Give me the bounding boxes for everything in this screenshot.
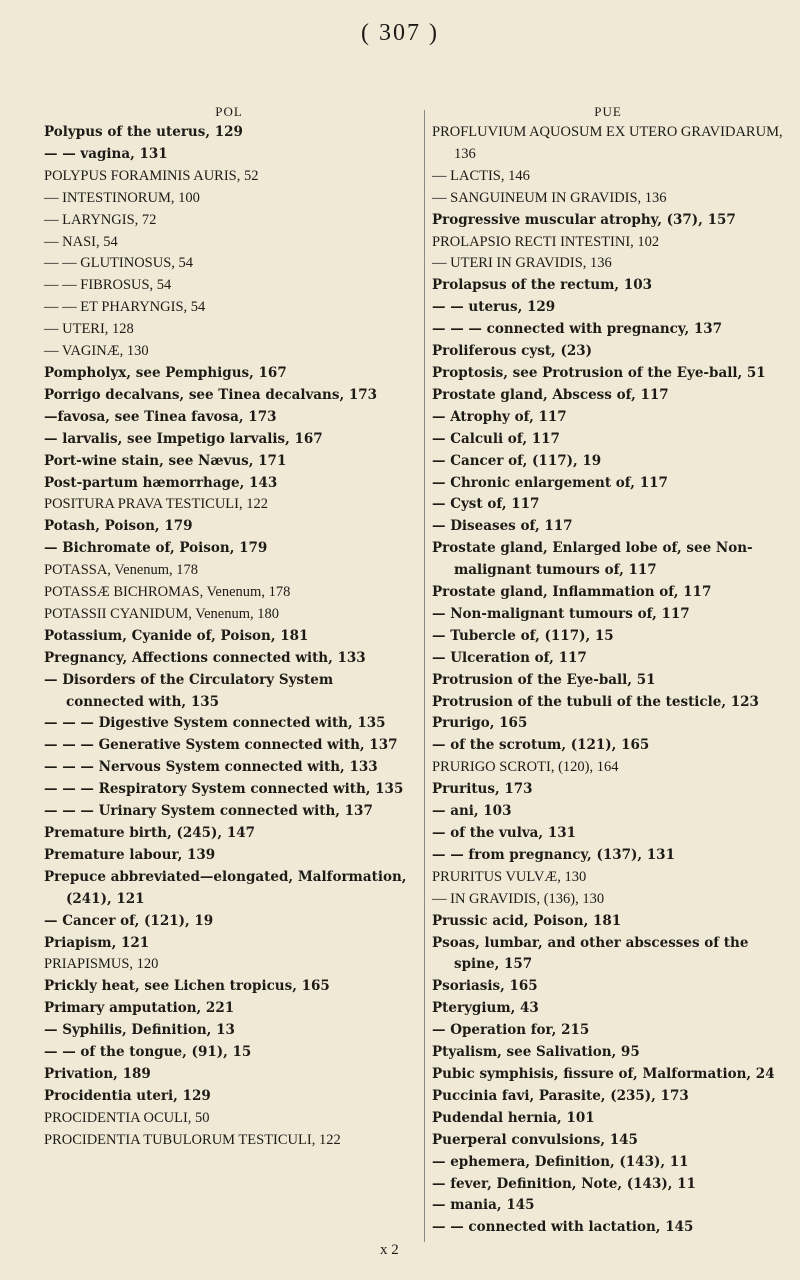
- index-entry: — larvalis, see Impetigo larvalis, 167: [44, 430, 323, 447]
- index-entry: Premature birth, (245), 147: [44, 825, 256, 841]
- index-entry: POSITURA PRAVA TESTICULI, 122: [44, 496, 268, 513]
- index-entry: — ani, 103: [432, 803, 512, 820]
- index-entry: — Atrophy of, 117: [432, 408, 567, 425]
- index-entry: Pudendal hernia, 101: [432, 1109, 595, 1126]
- index-entry: Potassium, Cyanide of, Poison, 181: [44, 627, 309, 644]
- index-entry: — Bichromate of, Poison, 179: [44, 540, 268, 557]
- index-entry: PROFLUVIUM AQUOSUM EX UTERO GRAVIDARUM, 136: [432, 124, 783, 162]
- index-entry: — Cyst of, 117: [432, 496, 540, 513]
- index-entry: — — from pregnancy, (137), 131: [432, 846, 675, 863]
- index-entry: Ptyalism, see Salivation, 95: [432, 1044, 640, 1061]
- index-entry: Protrusion of the tubuli of the testicle, 123: [432, 693, 759, 710]
- index-entry: Potash, Poison, 179: [44, 518, 193, 535]
- index-entry: — — — Generative System connected with, 137: [44, 737, 398, 754]
- index-entry: — — of the tongue, (91), 15: [44, 1044, 252, 1061]
- index-entry: — SANGUINEUM IN GRAVIDIS, 136: [432, 189, 667, 206]
- index-entry: Pubic symphisis, fissure of, Malformation, 24: [432, 1065, 775, 1082]
- index-entry: — Syphilis, Definition, 13: [44, 1022, 235, 1039]
- index-entry: — Non-malignant tumours of, 117: [432, 605, 690, 622]
- index-entry: Post-partum hæmorrhage, 143: [44, 474, 278, 491]
- index-entry: Pruritus, 173: [432, 781, 533, 798]
- index-entry: —favosa, see Tinea favosa, 173: [44, 408, 277, 425]
- index-entry: — UTERI, 128: [44, 321, 134, 338]
- index-entry: PROLAPSIO RECTI INTESTINI, 102: [432, 233, 660, 250]
- index-entry: Prurigo, 165: [432, 715, 528, 732]
- index-entry: Polypus of the uterus, 129: [44, 124, 243, 140]
- index-entry: Pompholyx, see Pemphigus, 167: [44, 364, 287, 381]
- index-entry: — of the scrotum, (121), 165: [432, 737, 650, 754]
- index-entry: PROCIDENTIA OCULI, 50: [44, 1109, 210, 1126]
- left-column: [44, 104, 414, 1152]
- right-column: [432, 104, 784, 1239]
- index-entry: — — ET PHARYNGIS, 54: [44, 299, 206, 316]
- index-entry: — — — Urinary System connected with, 137: [44, 803, 373, 820]
- left-entry-list: [44, 122, 414, 1152]
- index-entry: Puccinia favi, Parasite, (235), 173: [432, 1087, 689, 1104]
- index-entry: Prostate gland, Abscess of, 117: [432, 386, 669, 403]
- index-entry: Privation, 189: [44, 1065, 151, 1082]
- column-divider: [424, 110, 425, 1242]
- index-entry: POTASSA, Venenum, 178: [44, 562, 199, 579]
- index-entry: — Disorders of the Circulatory System connected with, 135: [44, 671, 334, 710]
- index-entry: Prolapsus of the rectum, 103: [432, 277, 652, 294]
- index-entry: Procidentia uteri, 129: [44, 1087, 211, 1104]
- index-entry: PRURIGO SCROTI, (120), 164: [432, 759, 619, 776]
- index-entry: — of the vulva, 131: [432, 825, 577, 841]
- index-entry: Porrigo decalvans, see Tinea decalvans, 173: [44, 386, 378, 403]
- index-entry: Pregnancy, Affections connected with, 133: [44, 649, 366, 666]
- index-entry: Priapism, 121: [44, 934, 150, 951]
- index-entry: Psoriasis, 165: [432, 978, 538, 995]
- index-entry: Port-wine stain, see Nævus, 171: [44, 452, 287, 469]
- index-entry: POTASSII CYANIDUM, Venenum, 180: [44, 605, 280, 622]
- index-entry: Primary amputation, 221: [44, 1000, 235, 1017]
- index-entry: — Chronic enlargement of, 117: [432, 474, 668, 491]
- index-entry: — Cancer of, (117), 19: [432, 452, 602, 469]
- right-column-heading: PUE: [594, 104, 622, 119]
- index-entry: — LARYNGIS, 72: [44, 211, 157, 228]
- index-entry: Psoas, lumbar, and other abscesses of the spine, 157: [432, 934, 749, 973]
- index-entry: — — — connected with pregnancy, 137: [432, 321, 723, 338]
- index-entry: — — — Nervous System connected with, 133: [44, 759, 378, 776]
- index-entry: Proptosis, see Protrusion of the Eye-ball, 51: [432, 364, 766, 381]
- index-entry: — — uterus, 129: [432, 299, 556, 316]
- index-entry: — Cancer of, (121), 19: [44, 912, 214, 929]
- signature-mark: x 2: [380, 1242, 399, 1258]
- index-entry: — — — Digestive System connected with, 135: [44, 715, 386, 732]
- index-entry: — Diseases of, 117: [432, 518, 573, 535]
- index-entry: — Tubercle of, (117), 15: [432, 627, 614, 644]
- index-entry: Progressive muscular atrophy, (37), 157: [432, 211, 736, 228]
- index-entry: — — FIBROSUS, 54: [44, 277, 172, 294]
- index-entry: PROCIDENTIA TUBULORUM TESTICULI, 122: [44, 1131, 341, 1148]
- index-entry: — ephemera, Definition, (143), 11: [432, 1153, 689, 1170]
- index-entry: — — connected with lactation, 145: [432, 1219, 694, 1236]
- index-entry: — NASI, 54: [44, 233, 118, 250]
- index-entry: Prostate gland, Inflammation of, 117: [432, 584, 712, 601]
- index-entry: — LACTIS, 146: [432, 167, 530, 184]
- index-entry: Prussic acid, Poison, 181: [432, 912, 622, 929]
- page-number: ( 307 ): [361, 20, 439, 46]
- index-entry: Pterygium, 43: [432, 1000, 539, 1017]
- index-entry: — Operation for, 215: [432, 1022, 590, 1039]
- index-entry: PRIAPISMUS, 120: [44, 956, 159, 973]
- right-entry-list: [432, 122, 784, 1239]
- index-entry: — fever, Definition, Note, (143), 11: [432, 1175, 696, 1192]
- index-entry: Prickly heat, see Lichen tropicus, 165: [44, 978, 330, 995]
- index-entry: POLYPUS FORAMINIS AURIS, 52: [44, 167, 259, 184]
- index-entry: Puerperal convulsions, 145: [432, 1131, 638, 1148]
- index-entry: Prepuce abbreviated—elongated, Malformation, (241), 121: [44, 868, 407, 907]
- index-entry: — UTERI IN GRAVIDIS, 136: [432, 255, 612, 272]
- index-entry: — Ulceration of, 117: [432, 649, 587, 666]
- index-entry: — INTESTINORUM, 100: [44, 189, 200, 206]
- index-entry: — — vagina, 131: [44, 145, 168, 162]
- index-entry: — VAGINÆ, 130: [44, 343, 149, 360]
- index-entry: — — — Respiratory System connected with, 135: [44, 781, 404, 798]
- index-entry: Proliferous cyst, (23): [432, 343, 593, 360]
- index-entry: — — GLUTINOSUS, 54: [44, 255, 194, 272]
- index-entry: Premature labour, 139: [44, 846, 216, 863]
- index-entry: POTASSÆ BICHROMAS, Venenum, 178: [44, 584, 291, 601]
- index-entry: Protrusion of the Eye-ball, 51: [432, 671, 656, 688]
- index-entry: — IN GRAVIDIS, (136), 130: [432, 890, 605, 907]
- index-entry: PRURITUS VULVÆ, 130: [432, 868, 587, 885]
- index-entry: — Calculi of, 117: [432, 430, 560, 447]
- index-entry: — mania, 145: [432, 1197, 535, 1214]
- left-column-heading: POL: [215, 104, 243, 119]
- index-entry: Prostate gland, Enlarged lobe of, see Non-malignant tumours of, 117: [432, 540, 753, 579]
